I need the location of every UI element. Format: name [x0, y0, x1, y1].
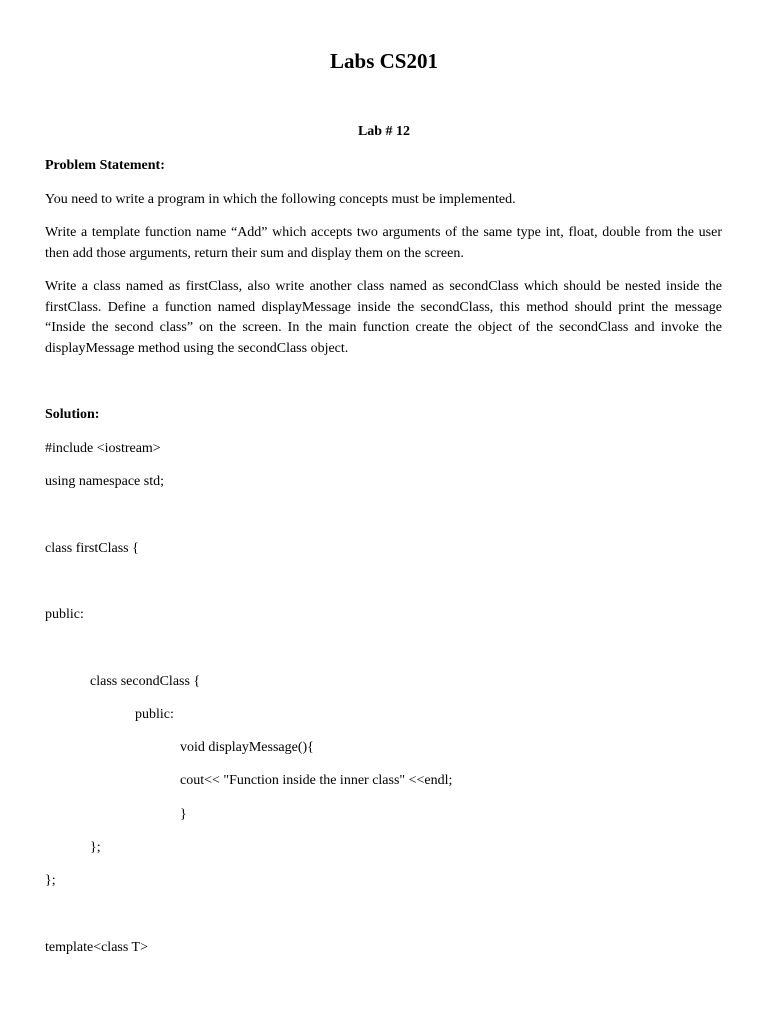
- document-title: Labs CS201: [330, 49, 438, 73]
- code-line: class secondClass {: [90, 674, 201, 689]
- code-line: public:: [45, 607, 84, 622]
- code-line: cout<< "Function inside the inner class" <<endl;: [180, 773, 453, 788]
- paragraph-intro: You need to write a program in which the following concepts must be implemented.: [45, 192, 516, 207]
- code-line: template<class T>: [45, 940, 149, 955]
- code-line: };: [45, 873, 56, 888]
- code-line: using namespace std;: [45, 474, 164, 489]
- code-line: #include <iostream>: [45, 441, 161, 456]
- paragraph-template-task: Write a template function name “Add” which accepts two arguments of the same type int, float, double from the user then add those arguments, return their sum and display them on the screen.: [45, 225, 722, 261]
- paragraph-class-task: Write a class named as firstClass, also write another class named as secondClass which should be nested inside the firstClass. Define a function named displayMessage inside the secondClass, this method should print the message “Inside the second class” on the screen. In the main function create the object of the secondClass and invoke the displayMessage method using the secondClass object.: [45, 279, 722, 356]
- code-line: };: [90, 840, 101, 855]
- code-line: class firstClass {: [45, 541, 139, 556]
- problem-statement-heading: Problem Statement:: [45, 158, 165, 173]
- code-line: public:: [135, 707, 174, 722]
- code-line: void displayMessage(){: [180, 740, 314, 755]
- code-line: }: [180, 807, 187, 822]
- lab-number: Lab # 12: [357, 124, 411, 139]
- solution-heading: Solution:: [45, 407, 100, 422]
